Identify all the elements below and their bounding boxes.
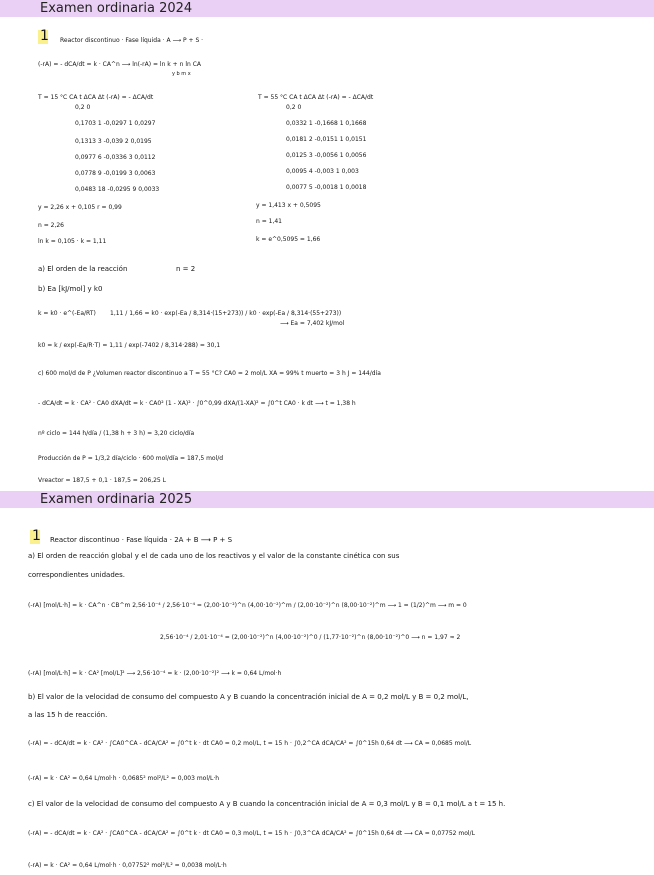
part-c-question: c) 600 mol/d de P ¿Volumen reactor discontinuo a T = 55 °C? CA0 = 2 mol/L XA = 99% t muerto = 3 h J = 144/día (38, 370, 381, 377)
table-55c-row: 0,2 0 (286, 104, 302, 111)
table-55c-row: 0,0077 5 -0,0018 1 0,0018 (286, 184, 367, 191)
part-a-question: a) El orden de la reacción (38, 265, 128, 273)
part-b-integration: (-rA) = - dCA/dt = k · CA² · ∫CA0^CA - dCA/CA² = ∫0^t k · dt CA0 = 0,2 mol/L, t = 15 h · ∫0,2^CA dCA/CA² = ∫0^15h 0,64 dt ⟶ CA = 0,0685 mol/L (28, 740, 472, 747)
k-55c: k = e^0,5095 = 1,66 (256, 236, 321, 243)
table-15c-row: 0,0483 18 -0,0295 9 0,0033 (75, 186, 160, 193)
order-55c: n = 1,41 (256, 218, 283, 225)
rate-law-labels: y b m x (172, 71, 191, 77)
part-a-question: a) El orden de reacción global y el de cada uno de los reactivos y el valor de la constante cinética con sus (28, 552, 400, 560)
part-c-integration: (-rA) = - dCA/dt = k · CA² · ∫CA0^CA - dCA/CA² = ∫0^t k · dt CA0 = 0,3 mol/L, t = 15 h · ∫0,3^CA dCA/CA² = ∫0^15h 0,64 dt ⟶ CA = 0,07752 mol/L (28, 830, 475, 837)
part-b-question-cont: a las 15 h de reacción. (28, 711, 108, 719)
table-15c-header: T = 15 °C CA t ΔCA Δt (-rA) = - ΔCA/dt (38, 94, 154, 101)
production-rate: Producción de P = 1/3,2 día/ciclo · 600 mol/día = 187,5 mol/d (38, 455, 224, 462)
exam-2024-title: Examen ordinaria 2024 (40, 1, 193, 16)
part-c-question: c) El valor de la velocidad de consumo del compuesto A y B cuando la concentración inicial de A = 0,3 mol/L y B = 0,1 mol/L a t = 15 h. (28, 800, 506, 808)
table-55c-row: 0,0181 2 -0,0151 1 0,0151 (286, 136, 367, 143)
part-c-integration: - dCA/dt = k · CA² · CA0 dXA/dt = k · CA0² (1 - XA)² · ∫0^0,99 dXA/(1-XA)² = ∫0^t CA0 · k dt ⟶ t = 1,38 h (38, 400, 356, 407)
table-55c-header: T = 55 °C CA t ΔCA Δt (-rA) = - ΔCA/dt (258, 94, 374, 101)
table-15c-row: 0,1703 1 -0,0297 1 0,0297 (75, 120, 156, 127)
exam-2025-header (0, 491, 654, 508)
table-55c-row: 0,0125 3 -0,0056 1 0,0056 (286, 152, 367, 159)
part-c-rate: (-rA) = k · CA² = 0,64 L/mol·h · 0,07752² mol²/L² = 0,0038 mol/L·h (28, 862, 227, 869)
fit-55c: y = 1,413 x + 0,5095 (256, 202, 321, 209)
activation-energy-result: ⟶ Ea = 7,402 kJ/mol (280, 320, 345, 327)
table-15c-row: 0,0778 9 -0,0199 3 0,0063 (75, 170, 156, 177)
order-m-derivation: (-rA) [mol/L·h] = k · CA^n · CB^m 2,56·10⁻⁴ / 2,56·10⁻⁴ = (2,00·10⁻²)^n (4,00·10⁻²)^m / (2,00·10⁻²)^n (8,00·10⁻²)^m ⟶ 1 = (1/2)^m ⟶ m = 0 (28, 602, 467, 609)
table-15c-row: 0,2 0 (75, 104, 91, 111)
part-b-question: b) El valor de la velocidad de consumo del compuesto A y B cuando la concentración inicial de A = 0,2 mol/L y B = 0,2 mol/L, (28, 693, 469, 701)
problem-statement: Reactor discontinuo · Fase líquida · A ⟶ P + S · (60, 37, 204, 44)
fit-15c: y = 2,26 x + 0,105 r = 0,99 (38, 204, 122, 211)
part-a-answer: n = 2 (176, 265, 196, 273)
rate-law-equation: (-rA) = - dCA/dt = k · CA^n ⟶ ln(-rA) = ln k + n ln CA (38, 61, 201, 68)
arrhenius-eq: k = k0 · e^(-Ea/RT) (38, 310, 96, 317)
reactor-volume: Vreactor = 187,5 + 0,1 · 187,5 = 206,25 L (38, 477, 166, 484)
exercise-number: 1 (32, 528, 41, 544)
table-15c-row: 0,1313 3 -0,039 2 0,0195 (75, 138, 152, 145)
order-15c: n = 2,26 (38, 222, 65, 229)
part-b-rate: (-rA) = k · CA² = 0,64 L/mol·h · 0,0685² mol²/L² = 0,003 mol/L·h (28, 775, 220, 782)
arrhenius-ratio: 1,11 / 1,66 = k0 · exp(-Ea / 8,314·(15+273)) / k0 · exp(-Ea / 8,314·(55+273)) (110, 310, 342, 317)
table-15c-row: 0,0977 6 -0,0336 3 0,0112 (75, 154, 156, 161)
cycles-per-day: nº ciclo = 144 h/día / (1,38 h + 3 h) = 3,20 ciclo/día (38, 430, 195, 437)
k0-equation: k0 = k / exp(-Ea/R·T) = 1,11 / exp(-7402 / 8,314·288) = 30,1 (38, 342, 221, 349)
order-n-derivation: 2,56·10⁻⁴ / 2,01·10⁻⁴ = (2,00·10⁻²)^n (4,00·10⁻²)^0 / (1,77·10⁻²)^n (8,00·10⁻²)^0 ⟶ n = 1,97 ≈ 2 (160, 634, 461, 641)
problem-statement: Reactor discontinuo · Fase líquida · 2A + B ⟶ P + S (50, 536, 233, 544)
table-55c-row: 0,0095 4 -0,003 1 0,003 (286, 168, 359, 175)
exam-2024-header (0, 0, 654, 17)
part-a-question-cont: correspondientes unidades. (28, 571, 125, 579)
exercise-number: 1 (40, 28, 49, 44)
table-55c-row: 0,0332 1 -0,1668 1 0,1668 (286, 120, 367, 127)
part-b-question: b) Ea [kJ/mol] y k0 (38, 285, 103, 293)
exam-2025-title: Examen ordinaria 2025 (40, 492, 193, 507)
lnk-15c: ln k = 0,105 · k = 1,11 (38, 238, 107, 245)
rate-constant-derivation: (-rA) [mol/L·h] = k · CA² [mol/L]² ⟶ 2,56·10⁻⁴ = k · (2,00·10⁻²)² ⟶ k = 0,64 L/mol·h (28, 670, 282, 677)
